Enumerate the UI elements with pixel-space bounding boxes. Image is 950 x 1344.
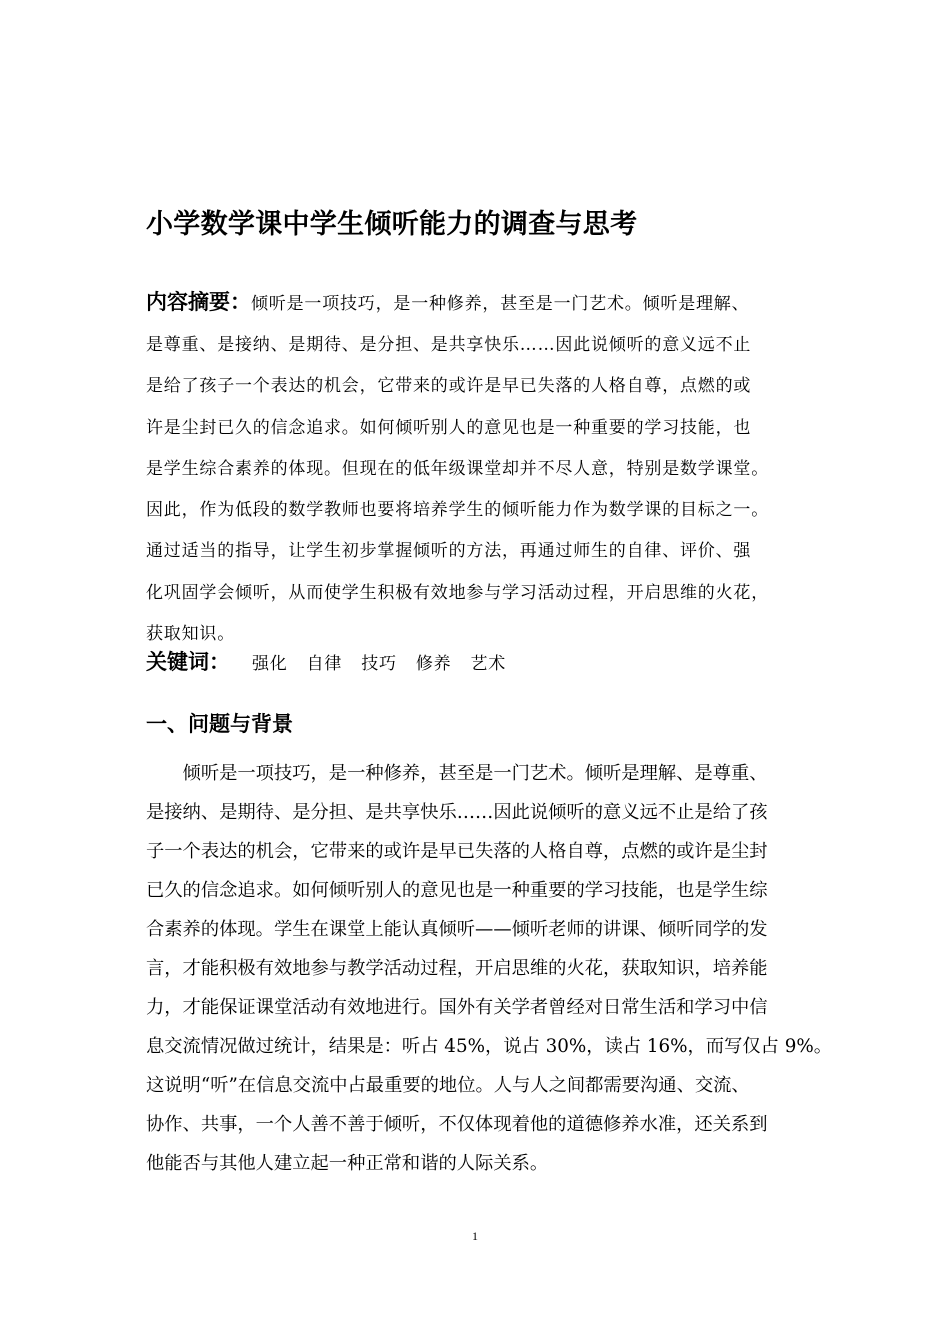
keyword-item: 强化	[252, 654, 288, 674]
body-line: 协作、共事，一个人善不善于倾听，不仅体现着他的道德修养水准，还关系到	[146, 1114, 768, 1135]
document-title: 小学数学课中学生倾听能力的调查与思考	[146, 209, 638, 240]
abstract-line	[146, 280, 816, 325]
section-heading: 一、问题与背景	[146, 712, 293, 736]
body-line: 已久的信念追求。如何倾听别人的意见也是一种重要的学习技能，也是学生综	[146, 880, 768, 901]
abstract-block	[146, 280, 816, 655]
keywords-label: 关键词：	[146, 650, 230, 674]
keywords-row	[146, 641, 525, 683]
abstract-line: 因此，作为低段的数学教师也要将培养学生的倾听能力作为数学课的目标之一。	[146, 500, 769, 521]
body-line: 合素养的体现。学生在课堂上能认真倾听——倾听老师的讲课、倾听同学的发	[146, 919, 768, 940]
body-line: 力，才能保证课堂活动有效地进行。国外有关学者曾经对日常生活和学习中信	[146, 997, 768, 1018]
abstract-line: 是学生综合素养的体现。但现在的低年级课堂却并不尽人意，特别是数学课堂。	[146, 458, 769, 479]
keyword-item: 技巧	[361, 654, 397, 674]
abstract-label: 内容摘要：	[146, 290, 251, 314]
body-line: 子一个表达的机会，它带来的或许是早已失落的人格自尊，点燃的或许是尘封	[146, 841, 768, 862]
section-body	[146, 754, 833, 1183]
abstract-line: 是给了孩子一个表达的机会，它带来的或许是早已失落的人格自尊，点燃的或	[146, 376, 752, 397]
abstract-line: 通过适当的指导，让学生初步掌握倾听的方法，再通过师生的自律、评价、强	[146, 541, 752, 562]
body-line: 倾听是一项技巧，是一种修养，甚至是一门艺术。倾听是理解、是尊重、	[146, 763, 768, 784]
body-line: 息交流情况做过统计，结果是：听占 45%，说占 30%，读占 16%，而写仅占 9%。	[146, 1036, 833, 1057]
abstract-text: 倾听是一项技巧，是一种修养，甚至是一门艺术。倾听是理解、	[251, 294, 750, 314]
body-line: 他能否与其他人建立起一种正常和谐的人际关系。	[146, 1153, 549, 1174]
keyword-item: 自律	[306, 654, 343, 674]
body-line: 言，才能积极有效地参与教学活动过程，开启思维的火花，获取知识，培养能	[146, 958, 768, 979]
page-number: 1	[472, 1229, 478, 1243]
abstract-line: 是尊重、是接纳、是期待、是分担、是共享快乐……因此说倾听的意义远不止	[146, 335, 752, 355]
abstract-line: 许是尘封已久的信念追求。如何倾听别人的意见也是一种重要的学习技能，也	[146, 417, 752, 438]
abstract-line: 获取知识。	[146, 624, 235, 645]
body-line: 是接纳、是期待、是分担、是共享快乐……因此说倾听的意义远不止是给了孩	[146, 802, 768, 823]
body-line: 这说明“听”在信息交流中占最重要的地位。人与人之间都需要沟通、交流、	[146, 1075, 750, 1096]
abstract-line: 化巩固学会倾听，从而使学生积极有效地参与学习活动过程，开启思维的火花，	[146, 582, 769, 603]
keyword-item: 艺术	[470, 654, 507, 674]
keyword-item: 修养	[415, 654, 452, 674]
